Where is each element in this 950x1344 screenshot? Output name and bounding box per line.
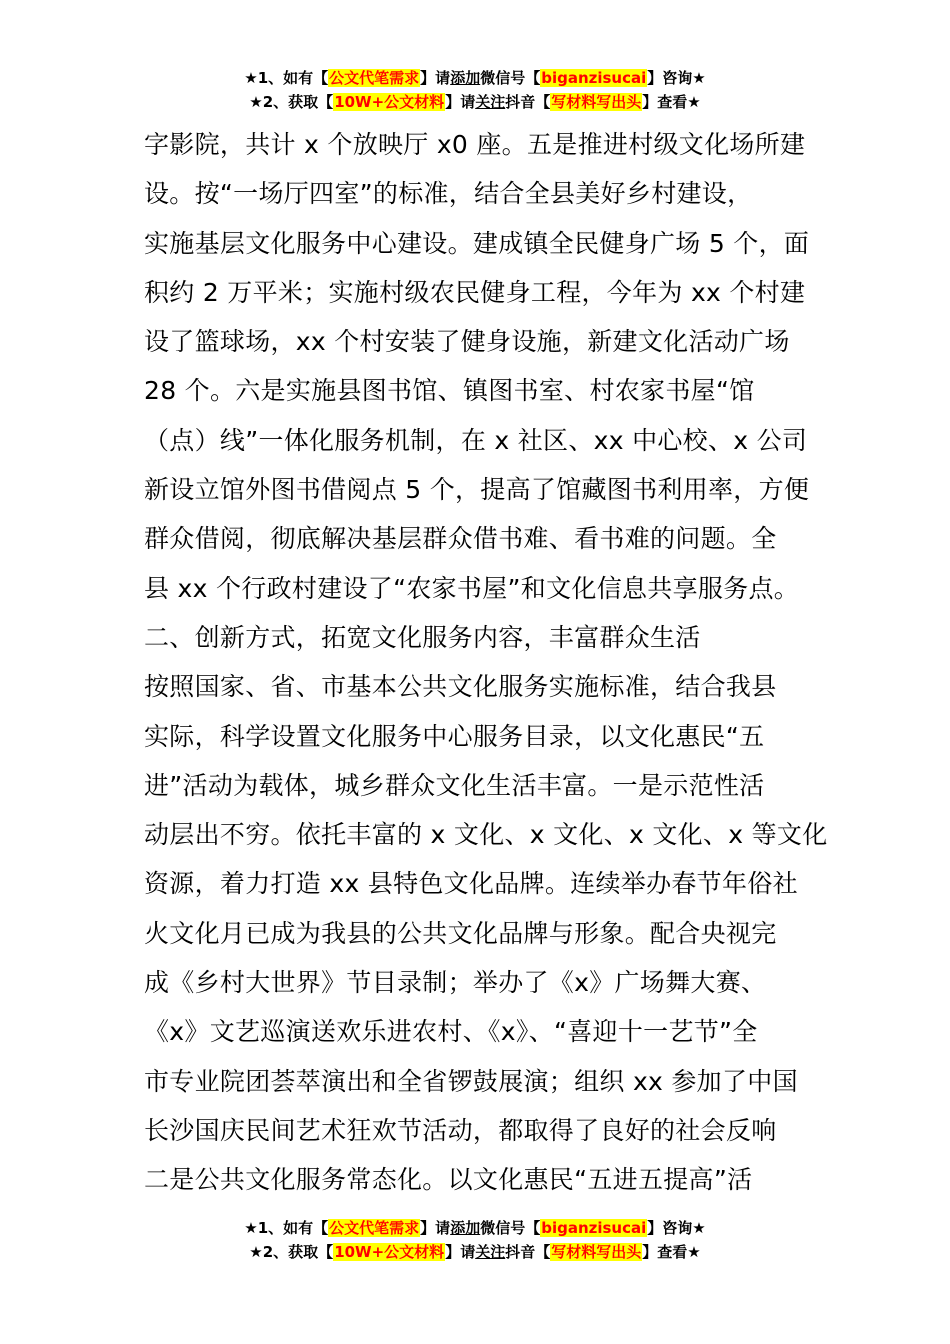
body-line: 设了篮球场，xx 个村安装了健身设施，新建文化活动广场 bbox=[144, 327, 790, 357]
banner-highlight-wechat-id: biganzisucai bbox=[541, 69, 647, 87]
banner-text: ★2、获取【 bbox=[249, 93, 334, 111]
footer-banner bbox=[0, 1216, 950, 1264]
banner-text: 】查看★ bbox=[642, 1243, 701, 1261]
banner-underlined-text: 添加 bbox=[450, 69, 481, 87]
body-line: （点）线”一体化服务机制，在 x 社区、xx 中心校、x 公司 bbox=[144, 425, 808, 455]
body-line: 市专业院团荟萃演出和全省锣鼓展演；组织 xx 参加了中国 bbox=[144, 1066, 798, 1096]
banner-text: 】咨询★ bbox=[647, 69, 706, 87]
body-line: 动层出不穷。依托丰富的 x 文化、x 文化、x 文化、x 等文化 bbox=[144, 820, 828, 850]
body-line: 设。按“一场厅四室”的标准，结合全县美好乡村建设， bbox=[144, 179, 753, 209]
banner-highlight-service: 公文代笔需求 bbox=[329, 69, 420, 87]
banner-highlight-account: 写材料写出头 bbox=[551, 93, 642, 111]
banner-highlight-wechat-id: biganzisucai bbox=[541, 1219, 647, 1237]
banner-line-consult bbox=[0, 1216, 950, 1240]
banner-underlined-text: 添加 bbox=[450, 1219, 481, 1237]
banner-highlight-account: 写材料写出头 bbox=[551, 1243, 642, 1261]
body-line: 火文化月已成为我县的公共文化品牌与形象。配合央视完 bbox=[144, 918, 777, 948]
header-banner bbox=[0, 66, 950, 114]
banner-underlined-text: 关注 bbox=[475, 1243, 506, 1261]
body-line: 群众借阅，彻底解决基层群众借书难、看书难的问题。全 bbox=[144, 524, 777, 554]
body-line: 按照国家、省、市基本公共文化服务实施标准，结合我县 bbox=[144, 672, 777, 702]
banner-text: ★1、如有【 bbox=[244, 1219, 329, 1237]
banner-text: 微信号【 bbox=[480, 1219, 541, 1237]
banner-text: 】查看★ bbox=[642, 93, 701, 111]
body-line: 新设立馆外图书借阅点 5 个，提高了馆藏图书利用率，方便 bbox=[144, 475, 810, 505]
banner-text: 】请 bbox=[445, 93, 476, 111]
banner-line-consult bbox=[0, 66, 950, 90]
banner-text: 】咨询★ bbox=[647, 1219, 706, 1237]
section-heading: 二、创新方式，拓宽文化服务内容，丰富群众生活 bbox=[144, 622, 701, 652]
banner-text: 】请 bbox=[420, 69, 451, 87]
banner-text: 】请 bbox=[445, 1243, 476, 1261]
body-line: 字影院，共计 x 个放映厅 x0 座。五是推进村级文化场所建 bbox=[144, 130, 806, 159]
banner-highlight-service: 公文代笔需求 bbox=[329, 1219, 420, 1237]
body-line: 长沙国庆民间艺术狂欢节活动，都取得了良好的社会反响 bbox=[144, 1115, 777, 1145]
banner-highlight-materials: 10W+公文材料 bbox=[334, 1243, 445, 1261]
banner-text: 】请 bbox=[420, 1219, 451, 1237]
banner-line-follow bbox=[0, 1240, 950, 1264]
body-line: 资源，着力打造 xx 县特色文化品牌。连续举办春节年俗社 bbox=[144, 869, 798, 899]
body-line: 二是公共文化服务常态化。以文化惠民“五进五提高”活 bbox=[144, 1165, 753, 1195]
body-line: 县 xx 个行政村建设了“农家书屋”和文化信息共享服务点。 bbox=[144, 573, 800, 603]
body-line: 进”活动为载体，城乡群众文化生活丰富。一是示范性活 bbox=[144, 770, 765, 800]
document-body bbox=[144, 120, 828, 1205]
body-line: 《x》文艺巡演送欢乐进农村、《x》、“喜迎十一艺节”全 bbox=[144, 1017, 758, 1047]
body-line: 28 个。六是实施县图书馆、镇图书室、村农家书屋“馆 bbox=[144, 376, 755, 406]
banner-text: ★1、如有【 bbox=[244, 69, 329, 87]
banner-text: ★2、获取【 bbox=[249, 1243, 334, 1261]
body-line: 积约 2 万平米；实施村级农民健身工程，今年为 xx 个村建 bbox=[144, 277, 806, 307]
banner-line-follow bbox=[0, 90, 950, 114]
banner-underlined-text: 关注 bbox=[475, 93, 506, 111]
banner-text: 抖音【 bbox=[505, 1243, 551, 1261]
banner-text: 抖音【 bbox=[505, 93, 551, 111]
body-line: 成《乡村大世界》节目录制；举办了《x》广场舞大赛、 bbox=[144, 968, 767, 998]
banner-highlight-materials: 10W+公文材料 bbox=[334, 93, 445, 111]
body-line: 实际，科学设置文化服务中心服务目录，以文化惠民“五 bbox=[144, 721, 765, 751]
body-line: 实施基层文化服务中心建设。建成镇全民健身广场 5 个，面 bbox=[144, 228, 810, 258]
banner-text: 微信号【 bbox=[480, 69, 541, 87]
